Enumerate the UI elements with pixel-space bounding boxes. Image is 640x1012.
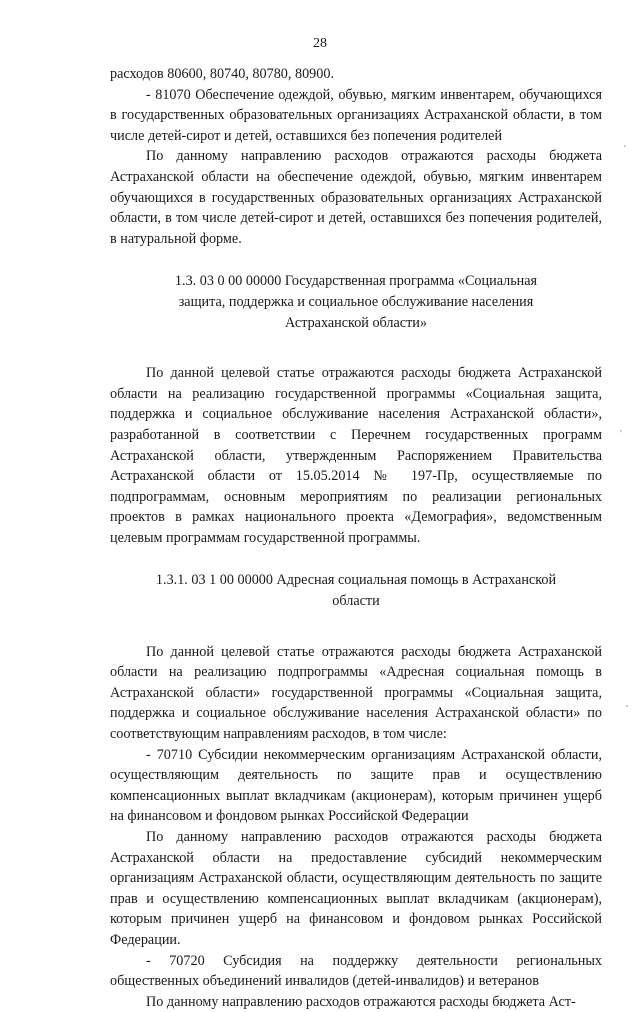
margin-mark: ': [620, 429, 622, 440]
section-heading-1-3-1: 1.3.1. 03 1 00 00000 Адресная социальная помощь в Астраханской области: [155, 572, 557, 610]
paragraph-section-1-3-1: По данной целевой статье отражаются расходы бюджета Астраханской области на реализацию подпрограммы «Адресная социальная помощь в Астраханской области» государственной программы «Социальная защита, поддержка и социальное обслуживание населения Астраханской области» по соответствующим направлениям расходов, в том числе:: [110, 643, 602, 743]
document-body: [110, 64, 602, 1012]
paragraph-continuation: расходов 80600, 80740, 80780, 80900.: [110, 66, 334, 82]
paragraph-81070-description: По данному направлению расходов отражаются расходы бюджета Астраханской области на обеспечение одеждой, обувью, мягким инвентарем обучающихся в государственных образовательных организациях Астраханской области, в том числе детей-сирот и детей, оставшихся без попечения родителей, в натуральной форме.: [110, 148, 602, 247]
paragraph-section-1-3: По данной целевой статье отражаются расходы бюджета Астраханской области на реализацию государственной программы «Социальная защита, поддержка и социальное обслуживание населения Астраханской области», разработанной в соответствии с Перечнем государственных программ Астраханской области, утвержденным Распоряжением Правительства Астраханской области от 15.05.2014 № 197-Пр, осуществляемые по подпрограммам, основным мероприятиям по реализации региональных проектов в рамках национального проекта «Демография», ведомственным целевым программам государственной программы.: [110, 365, 602, 546]
list-item-81070: - 81070 Обеспечение одеждой, обувью, мягким инвентарем, обучающихся в государственных образовательных организациях Астраханской области, в том числе детей-сирот и детей, оставшихся без попечения родителей: [110, 86, 602, 144]
page-number: 28: [313, 36, 327, 51]
margin-mark: ': [624, 144, 626, 155]
paragraph-70710-description: По данному направлению расходов отражаются расходы бюджета Астраханской области на предоставление субсидий некоммерческим организациям Астраханской области, осуществляющим деятельность по защите прав и осуществлению компенсационных выплат вкладчикам (акционерам), которым причинен ущерб на финансовом и фондовом рынках Российской Федерации.: [110, 829, 602, 948]
list-item-70710: - 70710 Субсидии некоммерческим организациям Астраханской области, осуществляющим деятельность по защите прав и осуществлению компенсационных выплат вкладчикам (акционерам), которым причинен ущерб на финансовом и фондовом рынках Российской Федерации: [110, 746, 602, 825]
section-heading-1-3: 1.3. 03 0 00 00000 Государственная программа «Социальная защита, поддержка и социальное обслуживание населения Астраханской области»: [174, 273, 538, 331]
paragraph-70720-description: По данному направлению расходов отражаются расходы бюджета Аст-: [146, 993, 576, 1010]
margin-mark: ': [626, 704, 628, 715]
list-item-70720: - 70720 Субсидия на поддержку деятельности региональных общественных объединений инвалидов (детей-инвалидов) и ветеранов: [110, 952, 602, 990]
